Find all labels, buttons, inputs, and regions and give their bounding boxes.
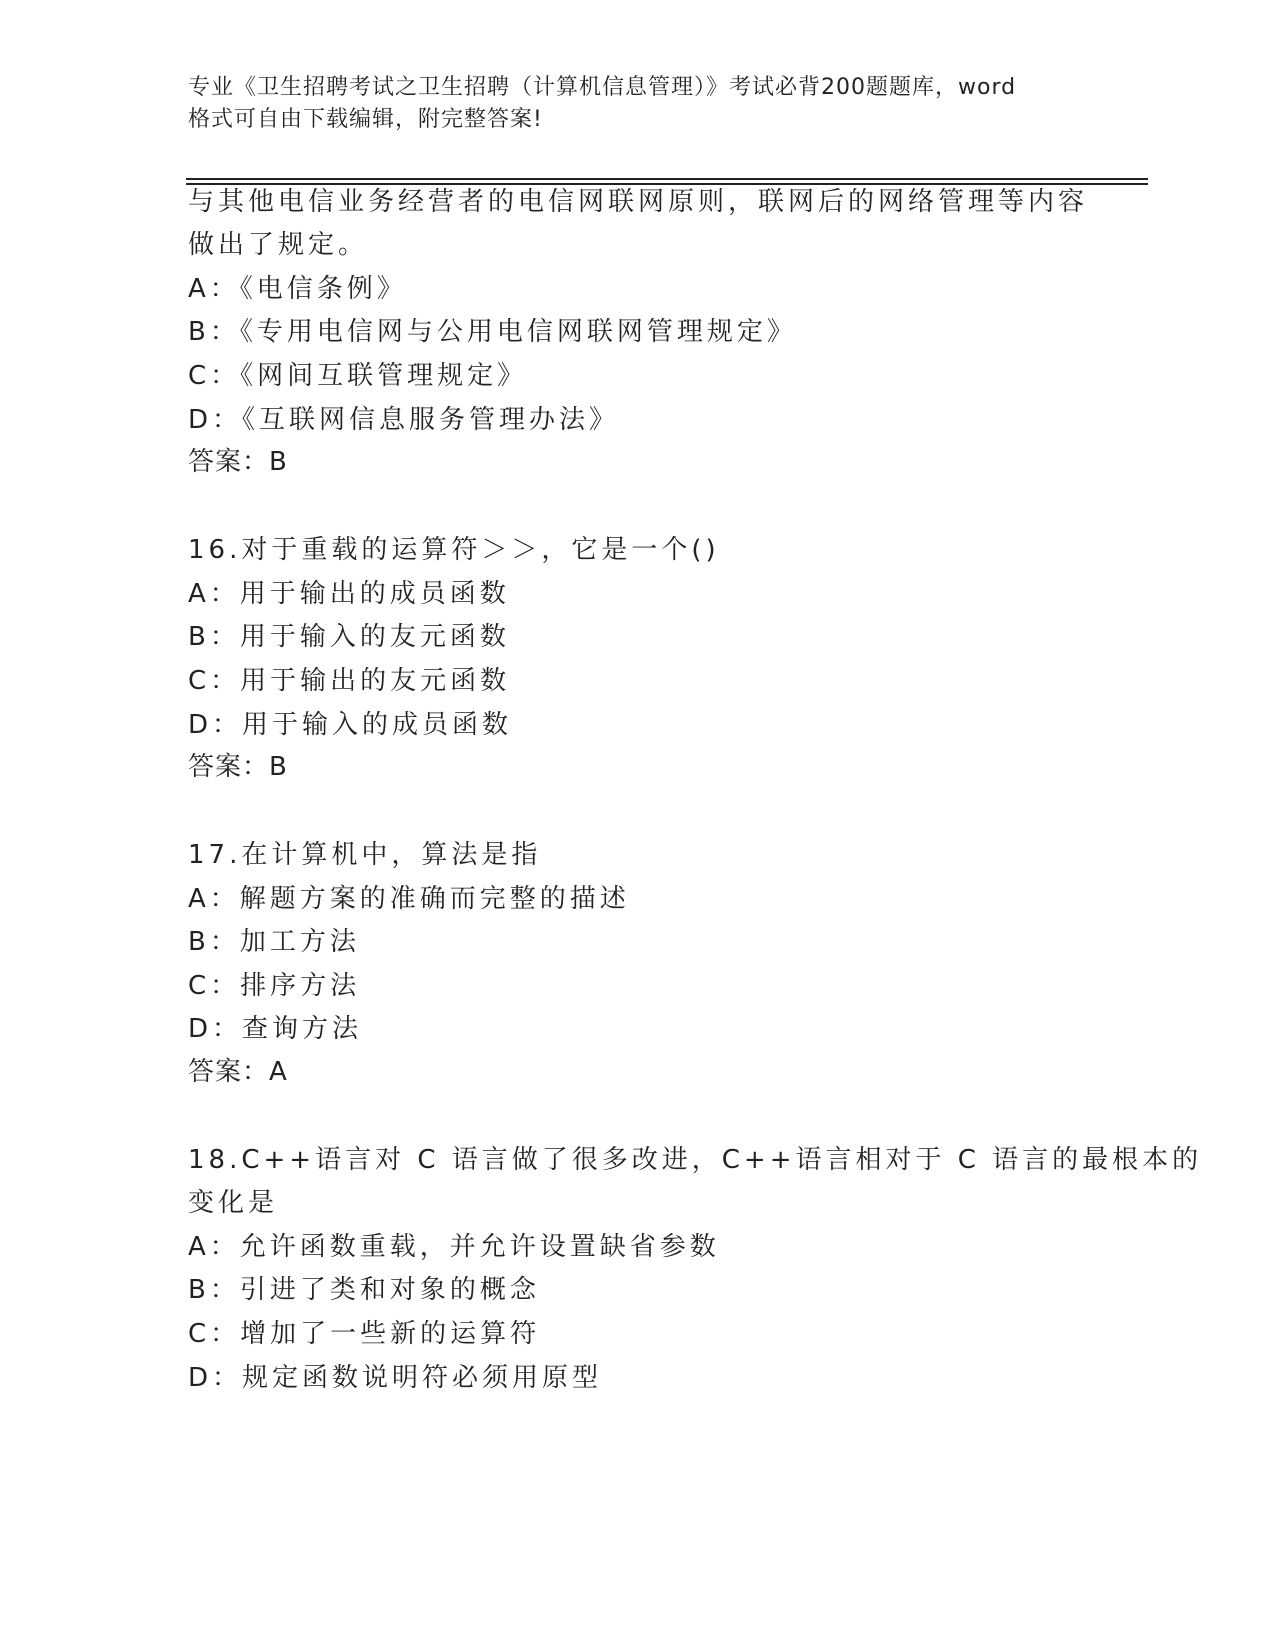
q15-stem-continued-1: 与其他电信业务经营者的电信网联网原则，联网后的网络管理等内容 [188,187,1089,217]
q18-stem-1: 18.C++语言对 C 语言做了很多改进，C++语言相对于 C 语言的最根本的 [188,1145,1203,1175]
q16-stem: 16.对于重载的运算符＞＞，它是一个() [188,535,720,565]
q17-stem: 17.在计算机中，算法是指 [188,840,542,870]
header-divider-top [186,178,1148,180]
document-header [188,72,1088,136]
q18-stem-2: 变化是 [188,1188,279,1218]
q15-option-d: D：《互联网信息服务管理办法》 [188,405,620,435]
q16-option-a: A：用于输出的成员函数 [188,579,510,609]
header-divider-bottom [186,183,1148,185]
q15-stem-continued-2: 做出了规定。 [188,230,369,260]
q16-option-d: D：用于输入的成员函数 [188,710,513,740]
q16-option-c: C：用于输出的友元函数 [188,666,511,696]
q16-answer: 答案：B [188,752,288,782]
q15-answer: 答案：B [188,447,288,477]
q18-option-b: B：引进了类和对象的概念 [188,1275,540,1305]
q17-option-d: D：查询方法 [188,1014,363,1044]
q16-option-b: B：用于输入的友元函数 [188,622,510,652]
q17-answer: 答案：A [188,1057,288,1087]
header-line-1: 专业《卫生招聘考试之卫生招聘（计算机信息管理）》考试必背200题题库，word [188,75,1017,100]
q15-option-a: A：《电信条例》 [188,274,407,304]
q18-option-c: C：增加了一些新的运算符 [188,1319,541,1349]
q17-option-a: A：解题方案的准确而完整的描述 [188,884,630,914]
q17-option-b: B：加工方法 [188,927,360,957]
header-line-2: 格式可自由下载编辑，附完整答案! [188,107,543,132]
q15-option-c: C：《网间互联管理规定》 [188,361,528,391]
q17-option-c: C：排序方法 [188,971,361,1001]
q18-option-a: A：允许函数重载，并允许设置缺省参数 [188,1232,720,1262]
q15-option-b: B：《专用电信网与公用电信网联网管理规定》 [188,317,797,347]
q18-option-d: D：规定函数说明符必须用原型 [188,1363,603,1393]
